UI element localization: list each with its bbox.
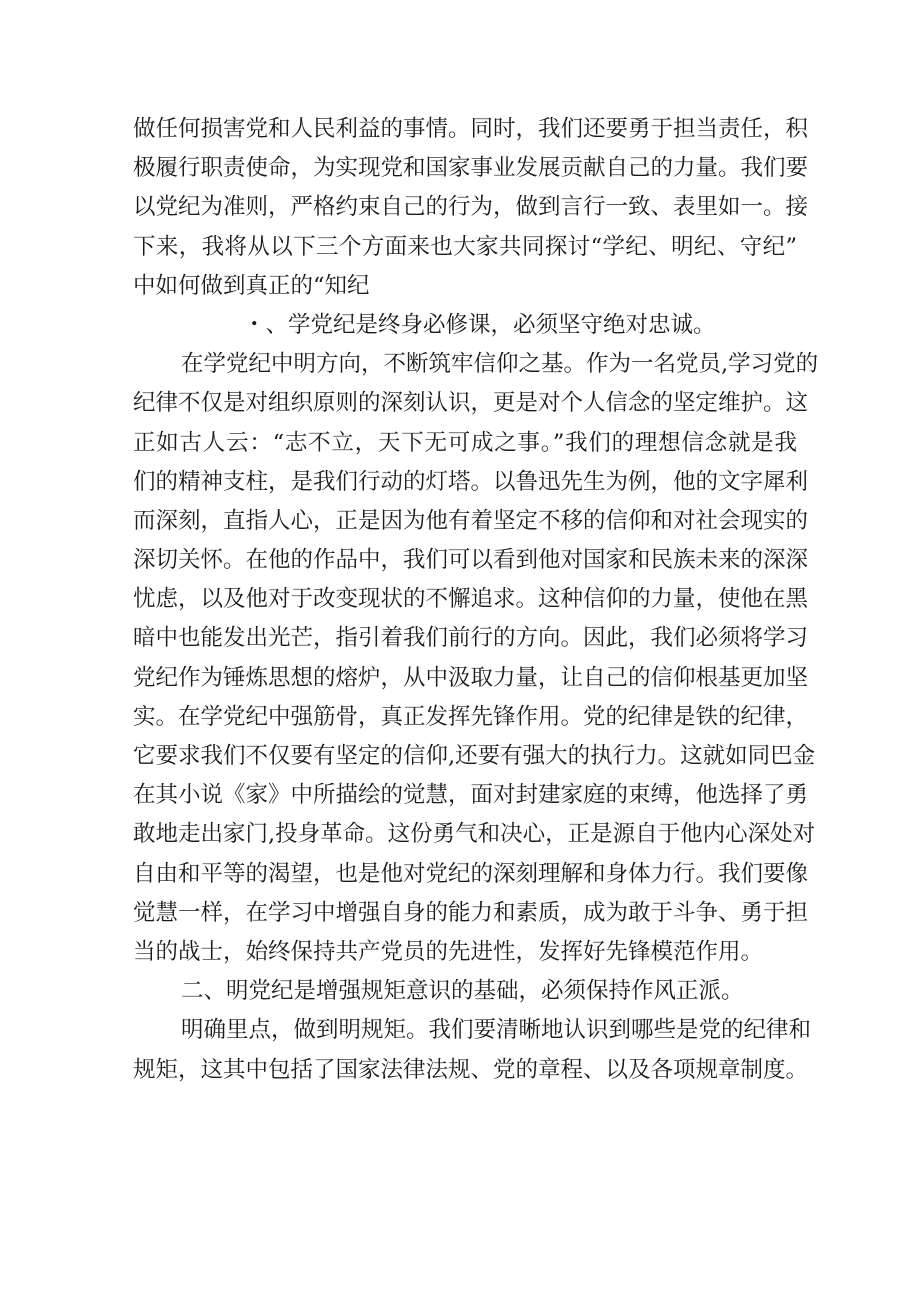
p2-line-1: 明确里点，做到明规矩。我们要清晰地认识到哪些是党的纪律和: [181, 1017, 812, 1044]
p1-line-5: 而深刻，直指人心，正是因为他有着坚定不移的信仰和对社会现实的: [133, 507, 809, 534]
p1-line-2: 纪律不仅是对组织原则的深刻认识，更是对个人信念的坚定维护。这: [133, 390, 809, 417]
p1-line-16: 当的战士，始终保持共产党员的先进性，发挥好先锋模范作用。: [133, 938, 764, 965]
p1-line-13: 敢地走出家门,投身革命。这份勇气和决心，正是源自于他内心深处对: [133, 821, 816, 848]
p1-line-10: 实。在学党纪中强筋骨，真正发挥先锋作用。党的纪律是铁的纪律，: [133, 703, 809, 730]
p1-line-12: 在其小说《家》中所描绘的觉慧，面对封建家庭的束缚，他选择了勇: [133, 782, 809, 809]
intro-line-1: 做任何损害党和人民利益的事情。同时，我们还要勇于担当责任，积: [133, 116, 809, 142]
intro-line-5: 中如何做到真正的“知纪: [133, 272, 370, 299]
p1-line-4: 们的精神支柱，是我们行动的灯塔。以鲁迅先生为例，他的文字犀利: [133, 468, 809, 495]
p1-line-14: 自由和平等的渴望，也是他对党纪的深刻理解和身体力行。我们要像: [133, 860, 809, 887]
intro-line-2: 极履行职责使命，为实现党和国家事业发展贡献自己的力量。我们要: [133, 155, 809, 182]
document-body: [133, 110, 819, 1090]
p1-line-15: 觉慧一样，在学习中增强自身的能力和素质，成为敢于斗争、勇于担: [133, 899, 809, 926]
section-heading-2: 二、明党纪是增强规矩意识的基础，必须保持作风正派。: [181, 978, 744, 1005]
p1-line-9: 党纪作为锤炼思想的熔炉，从中汲取力量，让自己的信仰根基更加坚: [133, 664, 809, 691]
p1-line-7: 忧虑，以及他对于改变现状的不懈追求。这种信仰的力量，使他在黑: [133, 586, 809, 613]
p2-line-2: 规矩，这其中包括了国家法律法规、党的章程、以及各项规章制度。: [133, 1056, 809, 1083]
p1-line-3: 正如古人云：“志不立，天下无可成之事。”我们的理想信念就是我: [133, 429, 797, 456]
intro-line-4: 下来，我将从以下三个方面来也大家共同探讨“学纪、明纪、守纪”: [133, 233, 797, 260]
p1-line-1: 在学党纪中明方向，不断筑牢信仰之基。作为一名党员,学习党的: [181, 351, 819, 378]
intro-line-3: 以党纪为准则，严格约束自己的行为，做到言行一致、表里如一。接: [133, 194, 809, 221]
p1-line-8: 暗中也能发出光芒，指引着我们前行的方向。因此，我们必须将学习: [133, 625, 809, 652]
p1-line-6: 深切关怀。在他的作品中，我们可以看到他对国家和民族未来的深深: [133, 547, 809, 574]
section-heading-1: ・、学党纪是终身必修课，必须坚守绝对忠诚。: [243, 311, 716, 338]
p1-line-11: 它要求我们不仅要有坚定的信仰,还要有强大的执行力。这就如同巴金: [133, 743, 816, 769]
